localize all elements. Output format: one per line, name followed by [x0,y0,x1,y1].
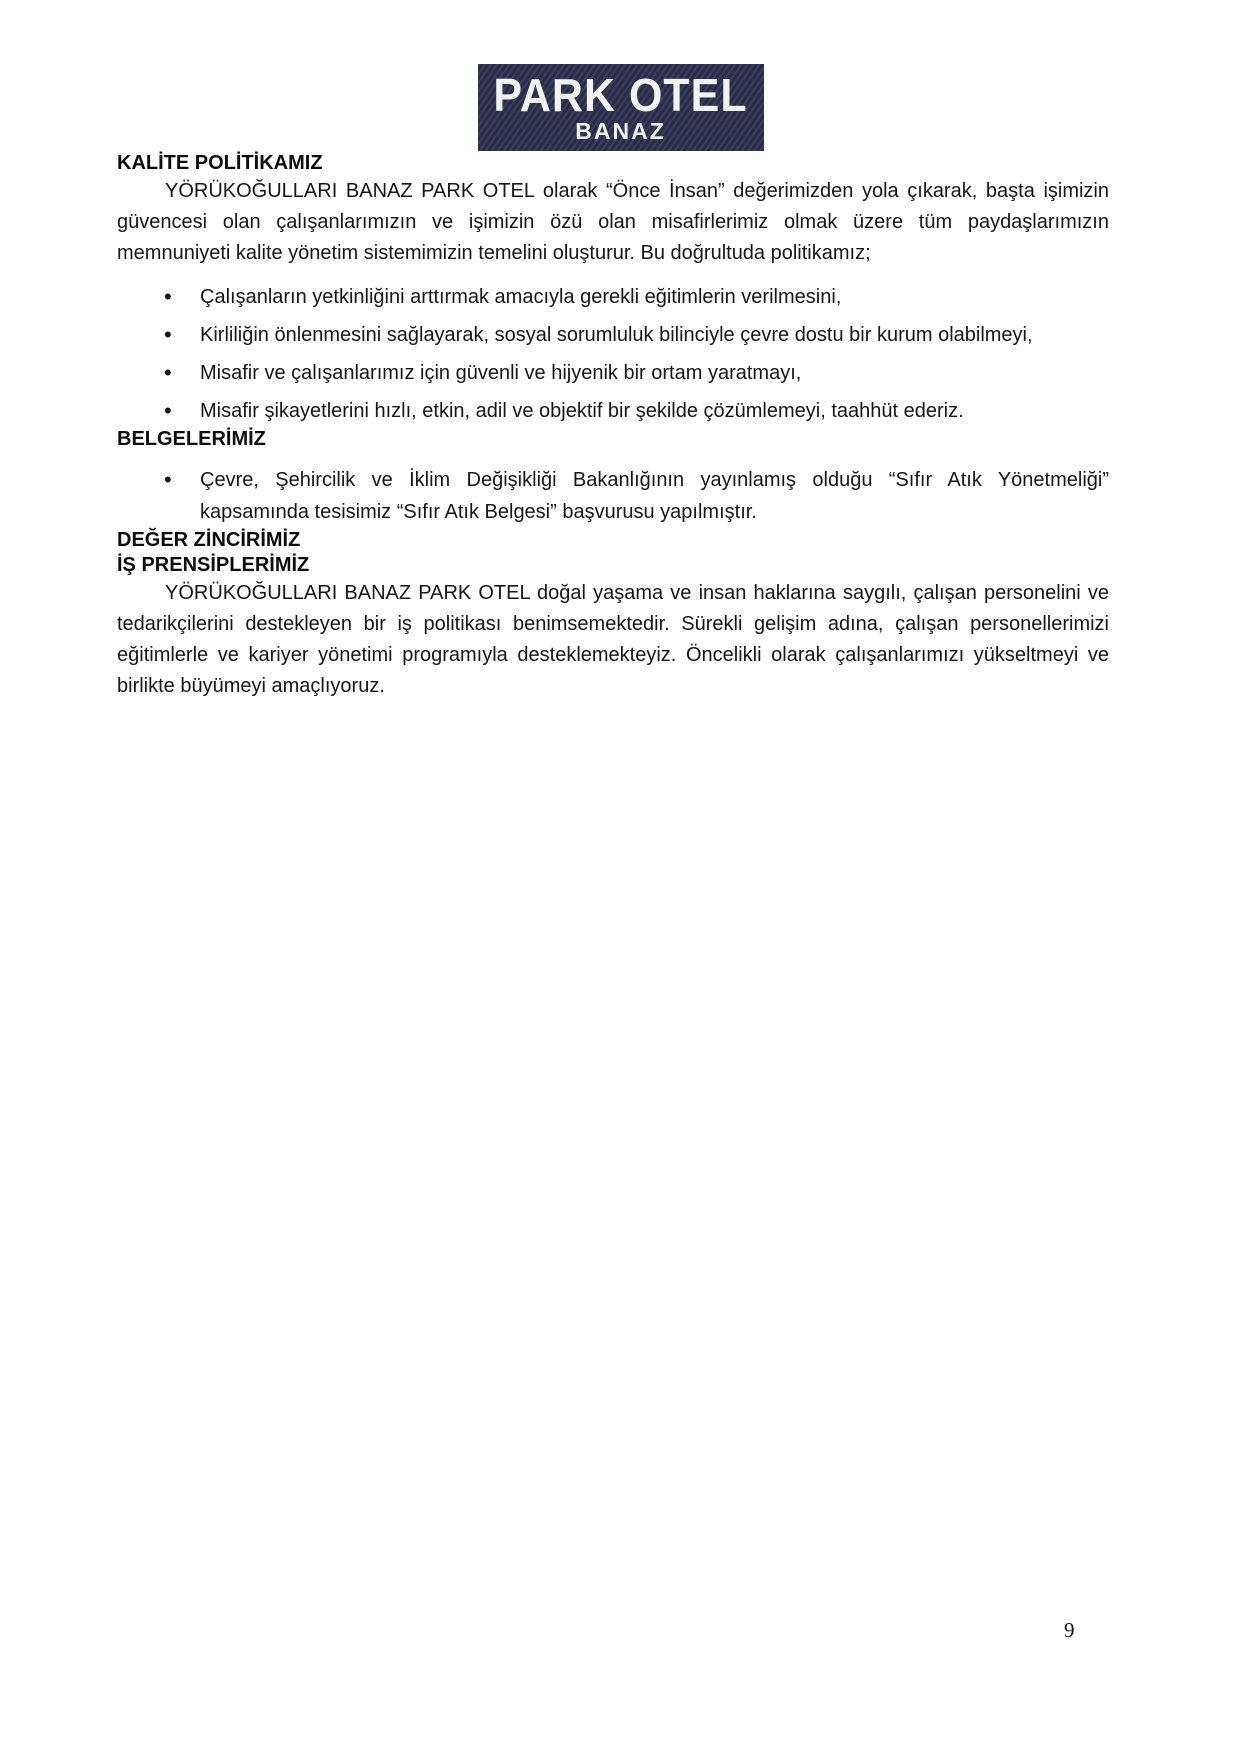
list-item: • Çalışanların yetkinliğini arttırmak amacıyla gerekli eğitimlerin verilmesini, [162,281,1109,313]
documents-bullet-list [162,464,1109,528]
heading-business-principles: İŞ PRENSİPLERİMİZ [117,554,310,576]
quality-policy-paragraph: YÖRÜKOĞULLARI BANAZ PARK OTEL olarak “Önce İnsan” değerimizden yola çıkarak, başta işimizin güvencesi olan çalışanlarımızın ve işimizin özü olan misafirlerimiz olmak üzere tüm paydaşlarımızın memnuniyeti kalite yönetim sistemimizin temelini oluşturur. Bu doğrultuda politikamız; [117,180,1109,264]
list-item: • Çevre, Şehircilik ve İklim Değişikliği Bakanlığının yayınlamış olduğu “Sıfır Atık Yönetmeliği” kapsamında tesisimiz “Sıfır Atık Belgesi” başvurusu yapılmıştır. [162,464,1109,528]
page-number: 9 [1064,1618,1075,1642]
heading-value-chain: DEĞER ZİNCİRİMİZ [117,529,301,551]
document-content [0,151,1241,702]
logo-subtitle: BANAZ [575,118,666,144]
quality-bullet-list [162,281,1109,427]
list-item: • Kirliliğin önlenmesini sağlayarak, sosyal sorumluluk bilinciyle çevre dostu bir kurum olabilmeyi, [162,319,1109,351]
hotel-logo [478,64,764,151]
list-item: • Misafir şikayetlerini hızlı, etkin, adil ve objektif bir şekilde çözümlemeyi, taahhüt ederiz. [162,395,1109,427]
list-item: • Misafir ve çalışanlarımız için güvenli ve hijyenik bir ortam yaratmayı, [162,357,1109,389]
business-principles-paragraph: YÖRÜKOĞULLARI BANAZ PARK OTEL doğal yaşama ve insan haklarına saygılı, çalışan personelini ve tedarikçilerini destekleyen bir iş politikası benimsemektedir. Sürekli gelişim adına, çalışan personellerimizi eğitimlerle ve kariyer yönetimi programıyla desteklemekteyiz. Öncelikli olarak çalışanlarımızı yükseltmeyi ve birlikte büyümeyi amaçlıyoruz. [117,582,1109,697]
heading-documents: BELGELERİMİZ [117,428,266,450]
logo-title: PARK OTEL [493,70,748,122]
heading-quality-policy: KALİTE POLİTİKAMIZ [117,152,323,174]
